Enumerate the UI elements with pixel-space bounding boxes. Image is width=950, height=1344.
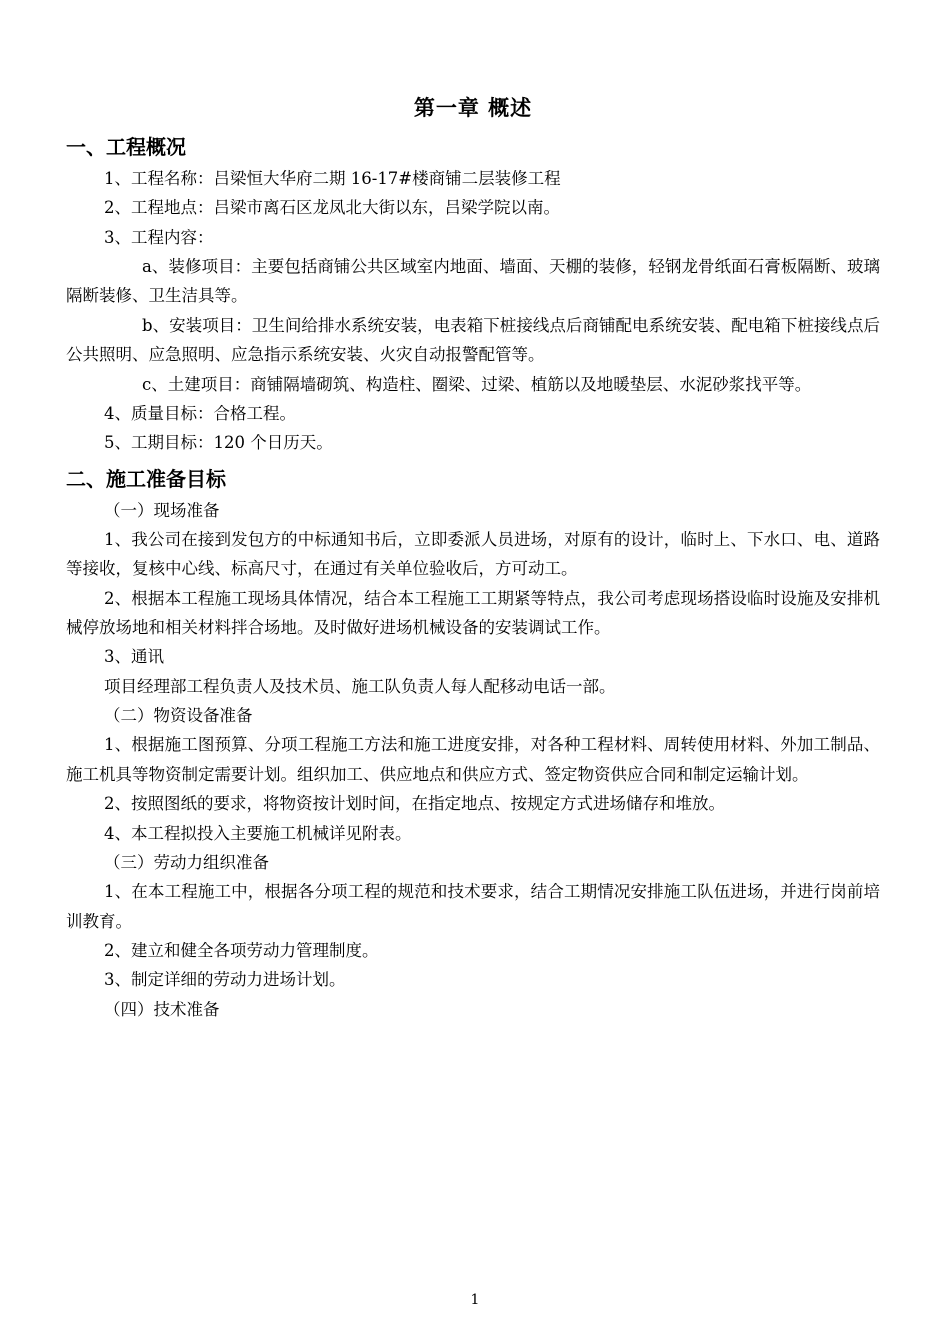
paragraph: （三）劳动力组织准备 (104, 852, 269, 872)
section-engineering-overview (66, 132, 880, 458)
paragraph: （二）物资设备准备 (104, 706, 253, 726)
paragraph: 1、根据施工图预算、分项工程施工方法和施工进度安排，对各种工程材料、周转使用材料、外加工制品、施工机具等物资制定需要计划。组织加工、供应地点和供应方式、签定物资供应合同和制定运输计划。 (66, 735, 880, 784)
paragraph: c、土建项目：商铺隔墙砌筑、构造柱、圈梁、过梁、植筋以及地暖垫层、水泥砂浆找平等。 (142, 374, 812, 394)
paragraph: 2、建立和健全各项劳动力管理制度。 (104, 940, 379, 960)
paragraph: 2、根据本工程施工现场具体情况，结合本工程施工工期紧等特点，我公司考虑现场搭设临时设施及安排机械停放场地和相关材料拌合场地。及时做好进场机械设备的安装调试工作。 (66, 588, 880, 638)
paragraph: （一）现场准备 (104, 500, 220, 520)
paragraph: 2、按照图纸的要求，将物资按计划时间，在指定地点、按规定方式进场储存和堆放。 (104, 794, 725, 814)
paragraph: 3、制定详细的劳动力进场计划。 (104, 970, 346, 990)
paragraph: 2、工程地点：吕梁市离石区龙凤北大街以东，吕梁学院以南。 (104, 198, 560, 218)
paragraph: 4、质量目标：合格工程。 (104, 403, 296, 423)
section-heading: 二、施工准备目标 (66, 466, 226, 491)
page-title: 第一章 概述 (413, 95, 533, 120)
paragraph: 5、工期目标：120 个日历天。 (104, 433, 333, 453)
page-number: 1 (470, 1292, 480, 1308)
paragraph: 项目经理部工程负责人及技术员、施工队负责人每人配移动电话一部。 (104, 676, 616, 696)
paragraph: （四）技术准备 (104, 999, 220, 1019)
paragraph: a、装修项目：主要包括商铺公共区域室内地面、墙面、天棚的装修，轻钢龙骨纸面石膏板隔断、玻璃隔断装修、卫生洁具等。 (66, 257, 880, 306)
paragraph: 1、在本工程施工中，根据各分项工程的规范和技术要求，结合工期情况安排施工队伍进场，并进行岗前培训教育。 (66, 882, 880, 931)
paragraph: b、安装项目：卫生间给排水系统安装，电表箱下桩接线点后商铺配电系统安装、配电箱下桩接线点后公共照明、应急照明、应急指示系统安装、火灾自动报警配管等。 (66, 315, 880, 365)
paragraph: 3、工程内容： (104, 227, 214, 247)
section-construction-preparation (66, 464, 880, 1024)
paragraph: 3、通讯 (104, 647, 164, 667)
paragraph: 1、我公司在接到发包方的中标通知书后，立即委派人员进场，对原有的设计，临时上、下水口、电、道路等接收，复核中心线、标高尺寸，在通过有关单位验收后，方可动工。 (66, 529, 880, 579)
paragraph: 1、工程名称：吕梁恒大华府二期 16-17#楼商铺二层装修工程 (104, 169, 561, 188)
paragraph: 4、本工程拟投入主要施工机械详见附表。 (104, 823, 412, 843)
section-heading: 一、工程概况 (66, 135, 186, 159)
